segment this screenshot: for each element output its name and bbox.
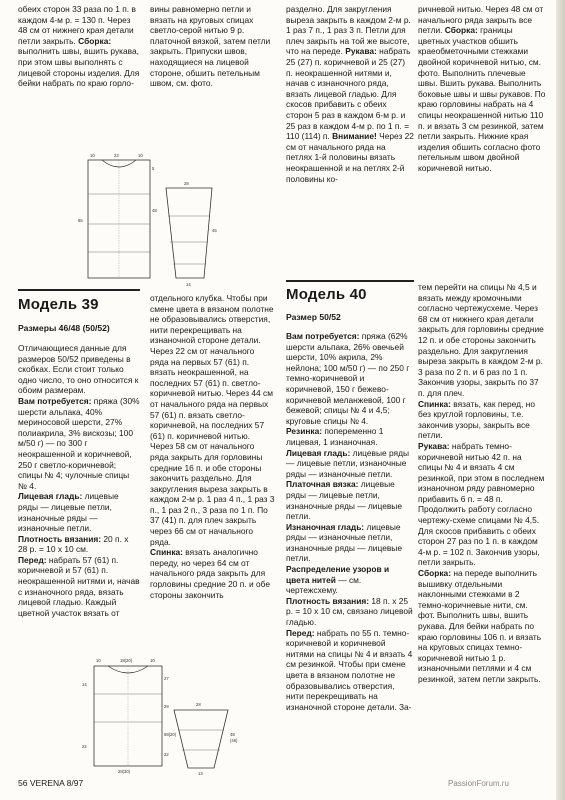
top-c4-assembly: границы цветных участков обшить краеобметочными стежками двойной коричневой нитью, см. фото. Выполнить плечевые швы. Вшить рукава. Выполнить боковые швы и швы рукавов. По краю горловины набрать на 4 спицы неокрашенной нитью 110 п. и вязать 3 см резинкой, затем петли закрыть. Нижние края изделия обшить согласно фото петельным швом двойной коричневой нитью.: [418, 25, 546, 173]
model39-stitch-label: Лицевая гладь:: [18, 491, 83, 502]
top-body-label-6: 65: [78, 218, 83, 223]
model40-title: Модель 40: [286, 286, 367, 303]
top-c1-assembly: выполнить швы, вшить рукава, при этом швы выполнять с лицевой стороны изделия. Для бейки набрать по краю горло-: [18, 46, 140, 89]
model40-assembly-label: Сборка:: [418, 568, 451, 579]
model39-front: набрать 57 (61) п. коричневой и 57 (61) п. неокрашенной нитями и, начав с изнаночного ряда, вязать лицевой гладью. Каждый цветной участок вязать от: [18, 554, 140, 618]
model40-rib-label: Резинка:: [286, 426, 323, 437]
model40-need: пряжа (62% шерсти альпака, 26% овечьей шерсти, 10% акрила, 2% нейлона; 100 м/50 г) — по 250 г темно-коричневой и коричневой, 150 г бежево-коричневой меланжевой, 100 г бежевой; спицы № 4 и 4,5; круговые спицы № 4.: [286, 331, 410, 426]
bottom-sleeve-schematic: [170, 700, 242, 776]
page-spine-shadow: [556, 0, 565, 800]
model40-density-label: Плотность вязания:: [286, 595, 370, 606]
bottom-sleeve-label-2: 48: [230, 732, 235, 737]
model40-front: набрать по 55 п. темно-коричневой и коричневой нитями на спицы № 4 и вязать 4 см резинкой. Чтобы при смене цвета в вязаном полотне не образовывались отверстия, нити перекрещивать на изнаночной стороне детали. За-: [286, 627, 413, 712]
top-body-label-1: 10: [90, 153, 95, 158]
top-c3-sleeve-label: Рукава:: [345, 46, 377, 57]
model40-rev: лицевые ряды — изнаночные петли, изнаночные ряды — лицевые петли.: [286, 521, 402, 564]
bottom-sleeve-label-4: 13: [198, 771, 203, 776]
top-sleeve-label-1: 28: [184, 181, 189, 186]
model40-rule: [286, 280, 414, 282]
model40-column-2: [418, 282, 546, 685]
model40-rev-label: Изнаночная гладь:: [286, 521, 365, 532]
model40-front-label: Перед:: [286, 627, 315, 638]
bottom-body-label-1: 10: [96, 658, 101, 663]
bottom-body-label-8: 22: [164, 752, 169, 757]
model39-stitch: лицевые ряды — лицевые петли, изнаночные ряды — изнаночные петли.: [18, 491, 119, 534]
top-column-3: [286, 4, 414, 184]
model40-dist-label: Распределение узоров и цвета нитей: [286, 564, 390, 585]
model39-column-1: [18, 343, 140, 618]
bottom-body-label-4: 14: [82, 682, 87, 687]
watermark: PassionForum.ru: [448, 779, 509, 788]
model40-column-1: [286, 331, 414, 712]
top-body-label-3: 10: [138, 153, 143, 158]
model39-back: вязать аналогично переду, но через 64 см от начального ряда закрыть для горловины средние 20 п. и обе стороны закончить: [150, 547, 270, 600]
top-sleeve-schematic: [160, 180, 220, 288]
top-c3-sleeve: набрать 25 (27) п. коричневой и 25 (27) п. неокрашенной нитями и, начав с изнаночного ряда, вязать лицевой гладью. Для скосов прибавить с обеих сторон 5 раз в каждом 6-м р. и 25 раз в каждом 4-м р. по 1 п. = 110 (114) п.: [286, 46, 411, 142]
top-sleeve-label-2: 45: [212, 228, 217, 233]
bottom-body-label-7: 58(20): [164, 732, 177, 737]
top-c2-text: вины равномерно петли и вязать на круговых спицах светло-серой нитью 9 р. платочной вязкой, затем петли закрыть. Припуски швов, находящиеся на лицевой стороне, обшить петельным швом, см. фото.: [150, 4, 271, 89]
bottom-body-label-9: 22: [82, 744, 87, 749]
top-sleeve-label-3: 14: [186, 282, 191, 287]
top-c4-assembly-label: Сборка:: [444, 25, 478, 36]
model40-rib: попеременно 1 лицевая, 1 изнаночная.: [286, 426, 384, 447]
model40-assembly: на переде выполнить вышивку отдельными наклонными стежками в 2 темно-коричневые нити, см. фот. Выполнить швы, вшить рукава. Для бейки набрать по краю горловины 106 п. и вязать на круговых спицах темно-коричневой нитью 1 р. изнаночными петлями и 4 см резинкой, затем петли закрыть.: [418, 568, 542, 684]
top-body-schematic: [72, 152, 162, 287]
model39-back-label: Спинка:: [150, 547, 183, 558]
model39-col2: отдельного клубка. Чтобы при смене цвета в вязаном полотне не образовывались отверстия, нити перекрещивать на изнаночной стороне детали. Через 22 см от начального ряда на первых 57 (61) п. вязать неокрашенной, на последних 57 (61) п. светло-коричневой нитью. Через 44 см от начального ряда на первых 57 (61) п. вязать светло-коричневой, на последних 57 (61) п. коричневой нитью. Через 58 см от начального ряда закрыть для горловины средние 16 п. и обе стороны закончить раздельно. Для закругления выреза закрыть в каждом 2-м р. 1 раз 4 п., 1 раз 3 п., 1 раз 2 п., 3 раза по 1 п. По 37 (41) п. для плеч закрыть через 66 см от начального ряда.: [150, 293, 275, 547]
top-column-1: [18, 4, 140, 89]
model39-density: 20 п. х 28 р. = 10 х 10 см.: [18, 533, 129, 555]
page-footer: 56 VERENA 8/97: [18, 778, 84, 788]
model40-dist: — см. чертежсхему.: [286, 574, 362, 596]
model40-garter-label: Платочная вязка:: [286, 479, 359, 490]
model39-front-label: Перед:: [18, 554, 47, 565]
model39-title: Модель 39: [18, 296, 99, 313]
model40-stitch-label: Лицевая гладь:: [286, 447, 351, 458]
top-c1-text: обеих сторон 33 раза по 1 п. в каждом 4-м р. = 130 п. Через 48 см от нижнего края детали петли закрыть.: [18, 4, 136, 46]
model40-back: вязать, как перед, но без круглой горловины, т.е. закончив узоры, закрыть все петли.: [418, 398, 535, 441]
top-column-4: [418, 4, 546, 174]
model40-garter: лицевые ряды — лицевые петли, изнаночные ряды — лицевые петли.: [286, 479, 402, 522]
model39-intro: Отличающиеся данные для размеров 50/52 приведены в скобках. Если стоит только одно число, то оно относится к обоим размерам.: [18, 343, 139, 396]
model40-stitch: лицевые ряды — лицевые петли, изнаночные ряды — изнаночные петли.: [286, 447, 409, 479]
model39-sizes: Размеры 46/48 (50/52): [18, 323, 110, 333]
top-column-2: [150, 4, 275, 89]
bottom-sleeve-label-3: (46): [230, 738, 238, 743]
model39-need-label: Вам потребуется:: [18, 395, 92, 406]
model40-sleeve: набрать темно-коричневой нитью 42 п. на спицы № 4 и вязать 4 см резинкой, при этом в последнем изнаночном ряду равномерно прибавить 6 п. = 48 п. Продолжить работу согласно чертежу-схеме спицами № 4,5. Для скосов прибавить с обеих сторон 27 раз по 1 п. в каждом 4-м р. = 102 п. Закончив узоры, петли закрыть.: [418, 440, 545, 568]
model39-density-label: Плотность вязания:: [18, 533, 102, 544]
model39-column-2: [150, 293, 275, 600]
bottom-body-label-5: 27: [164, 676, 169, 681]
top-body-label-5: 48: [152, 208, 157, 213]
model40-sizes: Размер 50/52: [286, 312, 341, 322]
model40-back-label: Спинка:: [418, 398, 451, 409]
model40-sleeve-label: Рукава:: [418, 440, 450, 451]
top-c3-attention: Внимание!: [332, 131, 377, 142]
top-c3-text: разделно. Для закругления выреза закрыть в каждом 2-м р. 1 раз 7 п., 1 раз 3 п. Петли для плеч закрыть на той же высоте, что на переде.: [286, 4, 411, 57]
model40-col4a: тем перейти на спицы № 4,5 и вязать между кромочными согласно чертежусхеме. Через 68 см от нижнего края детали закрыть для горловины средние 12 п. и обе стороны закончить раздельно. Для закругления выреза закрыть в каждом 2-м р. 3 раза по 2 п. и 6 раз по 1 п. Закончив узоры, закрыть по 37 п. для плеч.: [418, 282, 544, 398]
top-c3-tail: Через 22 см от начального ряда на петлях 1-й половины вязать неокрашенной и на петлях 2-й половины ко-: [286, 131, 414, 184]
bottom-sleeve-label-1: 28: [196, 702, 201, 707]
top-body-label-2: 23: [114, 153, 119, 158]
top-c1-assembly-label: Сборка:: [78, 35, 112, 46]
model40-need-label: Вам потребуется:: [286, 331, 360, 341]
bottom-body-schematic: [80, 656, 180, 776]
bottom-body-label-6: 29: [164, 704, 169, 709]
bottom-body-label-10: 28(30): [118, 769, 131, 774]
model39-rule: [18, 289, 140, 291]
model39-need: пряжа (30% шерсти альпака, 40% мериносовой шерсти, 27% полиакрила, 3% вискозы; 100 м/50 г) — по 300 г неокрашенной и коричневой, 250 г светло-коричневой; спицы № 4; чулочные спицы № 4.: [18, 395, 140, 491]
bottom-body-label-3: 10: [150, 658, 155, 663]
top-c4-text: ричневой нитью. Через 48 см от начального ряда закрыть все петли.: [418, 4, 544, 36]
bottom-body-label-2: 18(20): [120, 658, 133, 663]
top-body-label-4: 5: [152, 166, 155, 171]
model40-density: 18 п. х 25 р. = 10 х 10 см, связано лицевой гладью.: [286, 595, 413, 628]
